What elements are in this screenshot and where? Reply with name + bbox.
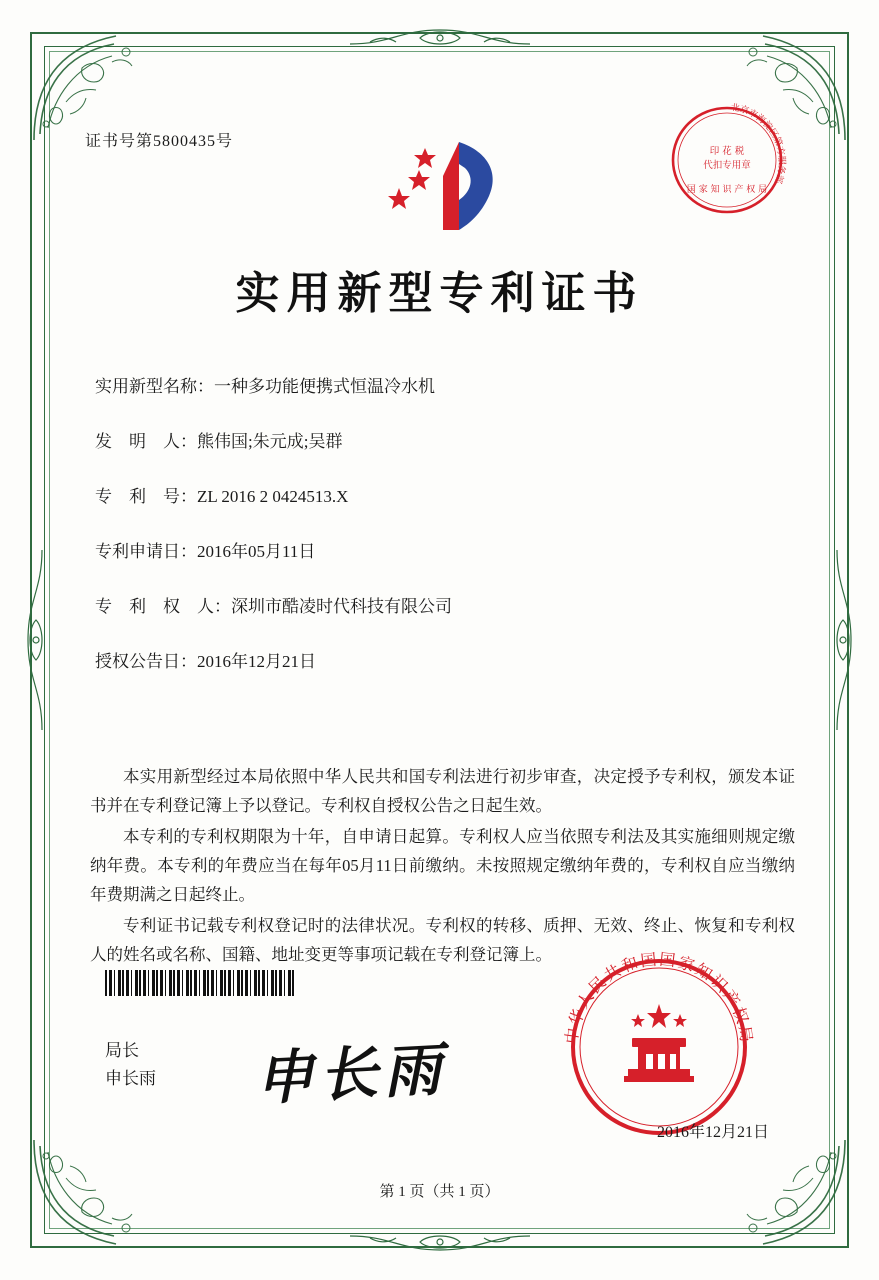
svg-text:代扣专用章: 代扣专用章 xyxy=(703,160,751,171)
field-list xyxy=(95,372,795,702)
handwritten-signature: 申长雨 xyxy=(253,1035,449,1113)
field-value: 深圳市酷凌时代科技有限公司 xyxy=(231,597,452,616)
field-value: 熊伟国;朱元成;吴群 xyxy=(197,432,343,451)
sipo-logo-icon xyxy=(385,130,515,245)
field-row xyxy=(95,482,795,507)
field-label: 专利申请日： xyxy=(95,542,197,561)
field-label: 发 明 人： xyxy=(95,432,197,451)
edge-ornament-top xyxy=(350,26,530,52)
svg-text:国 家 知 识 产 权 局: 国 家 知 识 产 权 局 xyxy=(686,185,768,195)
legal-paragraph: 本专利的专利权期限为十年，自申请日起算。专利权人应当依照专利法及其实施细则规定缴纳年费。本专利的年费应当在每年05月11日前缴纳。未按照规定缴纳年费的，专利权自应当缴纳年费期满之日起终止。 xyxy=(90,827,795,904)
field-row xyxy=(95,427,795,452)
page-footer: 第 1 页（共 1 页） xyxy=(379,1184,500,1200)
field-value: 一种多功能便携式恒温冷水机 xyxy=(214,377,435,396)
field-value: ZL 2016 2 0424513.X xyxy=(197,487,349,506)
certificate-number: 证书号第5800435号 xyxy=(85,133,234,150)
svg-text:北京市海淀区第方服务部: 北京市海淀区第方服务部 xyxy=(729,102,787,185)
field-label: 授权公告日： xyxy=(95,652,197,671)
signatory-name: 申长雨 xyxy=(105,1069,156,1088)
edge-ornament-right xyxy=(829,550,855,730)
field-label: 专 利 权 人： xyxy=(95,597,231,616)
signatory-role: 局长 xyxy=(105,1041,139,1060)
field-row xyxy=(95,592,795,617)
field-label: 实用新型名称： xyxy=(95,377,214,396)
page-title: 实用新型专利证书 xyxy=(235,268,644,319)
signature-block xyxy=(105,1037,156,1093)
issue-date: 2016年12月21日 xyxy=(656,1124,769,1141)
tax-stamp-top-right xyxy=(659,94,795,226)
field-row xyxy=(95,647,795,672)
barcode xyxy=(105,970,295,996)
certificate-content xyxy=(60,62,819,1218)
legal-body-text xyxy=(90,762,795,971)
legal-paragraph: 专利证书记载专利权登记时的法律状况。专利权的转移、质押、无效、终止、恢复和专利权人的姓名或名称、国籍、地址变更等事项记载在专利登记簿上。 xyxy=(90,916,795,964)
field-value: 2016年05月11日 xyxy=(197,542,316,561)
field-value: 2016年12月21日 xyxy=(197,652,316,671)
legal-paragraph: 本实用新型经过本局依照中华人民共和国专利法进行初步审查，决定授予专利权，颁发本证书并在专利登记簿上予以登记。专利权自授权公告之日起生效。 xyxy=(90,767,795,815)
svg-text:中华人民共和国国家知识产权局: 中华人民共和国国家知识产权局 xyxy=(561,949,757,1046)
edge-ornament-bottom xyxy=(350,1228,530,1254)
svg-text:印 花 税: 印 花 税 xyxy=(709,146,745,157)
field-label: 专 利 号： xyxy=(95,487,197,506)
field-row xyxy=(95,372,795,397)
field-row xyxy=(95,537,795,562)
edge-ornament-left xyxy=(24,550,50,730)
